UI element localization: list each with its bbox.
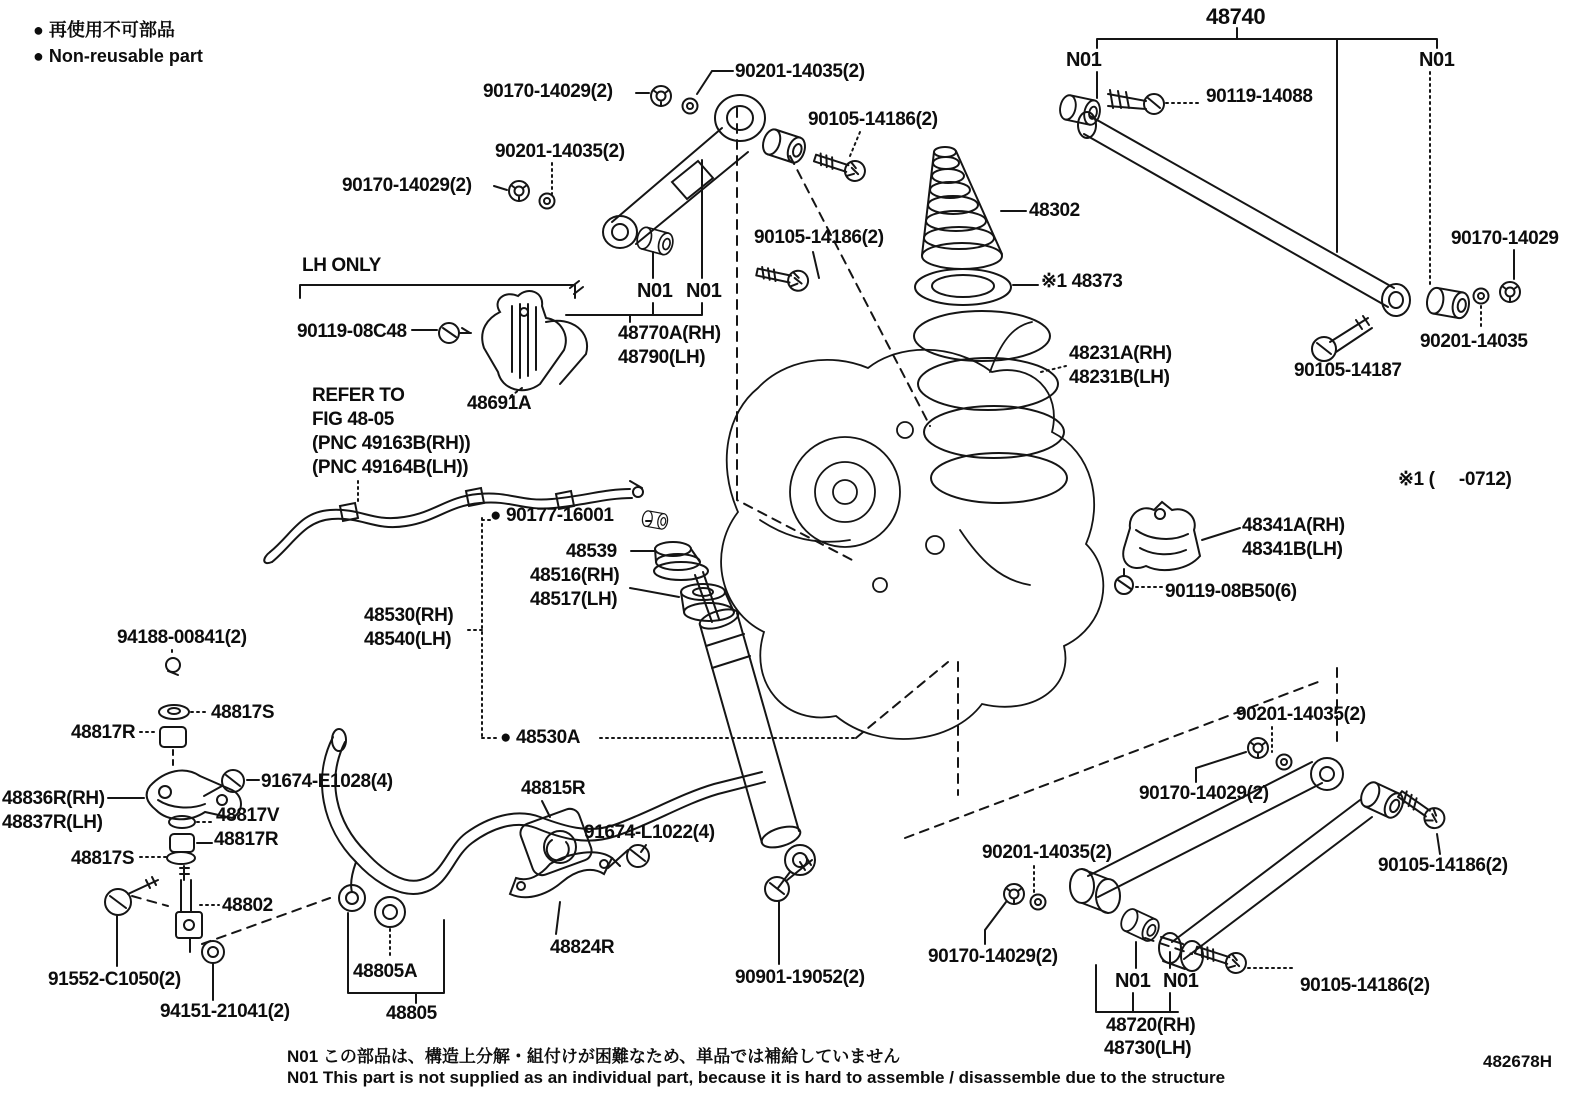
part-label-90201-14035-2: 90201-14035(2) bbox=[495, 141, 625, 162]
shock-callout-dotted bbox=[468, 518, 856, 738]
part-label-90201-14035-2: 90201-14035(2) bbox=[735, 61, 865, 82]
part-label-90105-14186-2: 90105-14186(2) bbox=[754, 227, 884, 248]
part-label-90170-14029-2: 90170-14029(2) bbox=[342, 175, 472, 196]
part-label-90105-14187: 90105-14187 bbox=[1294, 360, 1402, 381]
part-label-n01: N01 bbox=[1419, 49, 1455, 71]
part-label-90170-14029-2: 90170-14029(2) bbox=[483, 81, 613, 102]
footnote-jp: N01 この部品は、構造上分解・組付けが困難なため、単品では補給していません bbox=[287, 1047, 901, 1066]
part-label-90201-14035-2: 90201-14035(2) bbox=[1236, 704, 1366, 725]
part-label-48231b-lh: 48231B(LH) bbox=[1069, 367, 1170, 388]
legend-non-reusable-en: ● Non-reusable part bbox=[33, 46, 203, 67]
legend-block bbox=[33, 17, 203, 69]
part-label-90901-19052-2: 90901-19052(2) bbox=[735, 967, 865, 988]
part-label-90201-14035-2: 90201-14035(2) bbox=[982, 842, 1112, 863]
part-label-94188-00841-2: 94188-00841(2) bbox=[117, 627, 247, 648]
part-label-48691a: 48691A bbox=[467, 393, 532, 414]
part-label-48817r: 48817R bbox=[71, 722, 136, 743]
part-label-48530-rh: 48530(RH) bbox=[364, 605, 454, 626]
part-label-48770a-rh: 48770A(RH) bbox=[618, 323, 721, 344]
stabilizer-bush-bracket-drawing bbox=[510, 801, 649, 934]
part-label-pnc-49164b-lh: (PNC 49164B(LH)) bbox=[312, 457, 469, 478]
part-label-48805: 48805 bbox=[386, 1003, 437, 1024]
part-label-48836r-rh: 48836R(RH) bbox=[2, 788, 105, 809]
part-label-48837r-lh: 48837R(LH) bbox=[2, 812, 103, 833]
part-label-48802: 48802 bbox=[222, 895, 273, 916]
part-label-90119-08c48: 90119-08C48 bbox=[297, 321, 407, 342]
lateral-control-rod-drawing bbox=[1058, 90, 1520, 361]
part-label-48817r: 48817R bbox=[214, 829, 279, 850]
part-label-48530a: ● 48530A bbox=[500, 727, 581, 748]
part-label-1-48373: ※1 48373 bbox=[1041, 271, 1123, 292]
part-label-n01: N01 bbox=[1163, 970, 1199, 992]
part-label-refer-to: REFER TO bbox=[312, 385, 405, 406]
part-label-90119-14088: 90119-14088 bbox=[1206, 86, 1313, 107]
part-label-48540-lh: 48540(LH) bbox=[364, 629, 452, 650]
part-label-90105-14186-2: 90105-14186(2) bbox=[1300, 975, 1430, 996]
part-label-90170-14029-2: 90170-14029(2) bbox=[928, 946, 1058, 967]
part-label-lh-only: LH ONLY bbox=[302, 255, 381, 276]
part-label-91552-c1050-2: 91552-C1050(2) bbox=[48, 969, 181, 990]
bracket-48691a-drawing bbox=[412, 291, 587, 398]
part-label-90170-14029: 90170-14029 bbox=[1451, 228, 1559, 249]
part-label-90105-14186-2: 90105-14186(2) bbox=[1378, 855, 1508, 876]
part-label-1-0712: ※1 ( -0712) bbox=[1398, 469, 1512, 490]
part-label-n01: N01 bbox=[1066, 49, 1102, 71]
part-label-91674-l1022-4: 91674-L1022(4) bbox=[584, 822, 715, 843]
part-label-pnc-49163b-rh: (PNC 49163B(RH)) bbox=[312, 433, 471, 454]
axle-carrier-drawing bbox=[721, 322, 1103, 739]
part-label-90105-14186-2: 90105-14186(2) bbox=[808, 109, 938, 130]
part-label-90201-14035: 90201-14035 bbox=[1420, 331, 1528, 352]
part-label-48817s: 48817S bbox=[71, 848, 135, 869]
part-label-90170-14029-2: 90170-14029(2) bbox=[1139, 783, 1269, 804]
footnote-en: N01 This part is not supplied as an individual part, because it is hard to assemble / disassemble due to the structure bbox=[287, 1068, 1226, 1087]
part-label-48341b-lh: 48341B(LH) bbox=[1242, 539, 1343, 560]
part-label-90119-08b50-6: 90119-08B50(6) bbox=[1165, 581, 1297, 602]
legend-non-reusable-jp: ● 再使用不可部品 bbox=[33, 20, 175, 40]
part-label-48341a-rh: 48341A(RH) bbox=[1242, 515, 1345, 536]
part-label-48790-lh: 48790(LH) bbox=[618, 347, 706, 368]
part-label-91674-e1028-4: 91674-E1028(4) bbox=[261, 771, 393, 792]
part-label-48740: 48740 bbox=[1206, 4, 1266, 29]
part-label-n01: N01 bbox=[637, 280, 673, 302]
part-label-48516-rh: 48516(RH) bbox=[530, 565, 620, 586]
part-label-fig-48-05: FIG 48-05 bbox=[312, 409, 394, 430]
spring-bumper-48302-drawing bbox=[922, 147, 1026, 269]
part-label-48815r: 48815R bbox=[521, 778, 586, 799]
part-label-48817v: 48817V bbox=[216, 805, 280, 826]
part-label-48805a: 48805A bbox=[353, 961, 418, 982]
spring-insulator-48373-drawing bbox=[915, 269, 1038, 305]
construction-dashed-lines bbox=[132, 108, 1337, 954]
part-label-48720-rh: 48720(RH) bbox=[1106, 1015, 1196, 1036]
callout-bracket-48740 bbox=[1097, 28, 1437, 286]
part-label-90177-16001: ● 90177-16001 bbox=[490, 505, 614, 526]
part-label-48817s: 48817S bbox=[211, 702, 275, 723]
part-label-48231a-rh: 48231A(RH) bbox=[1069, 343, 1172, 364]
part-label-48517-lh: 48517(LH) bbox=[530, 589, 618, 610]
part-label-48824r: 48824R bbox=[550, 937, 615, 958]
figure-code: 482678H bbox=[1483, 1052, 1553, 1071]
part-label-94151-21041-2: 94151-21041(2) bbox=[160, 1001, 290, 1022]
part-label-48539: 48539 bbox=[566, 541, 617, 562]
part-label-48730-lh: 48730(LH) bbox=[1104, 1038, 1192, 1059]
part-label-n01: N01 bbox=[686, 280, 722, 302]
part-label-n01: N01 bbox=[1115, 970, 1151, 992]
coil-spring-drawing bbox=[914, 311, 1067, 503]
part-label-48302: 48302 bbox=[1029, 200, 1080, 221]
